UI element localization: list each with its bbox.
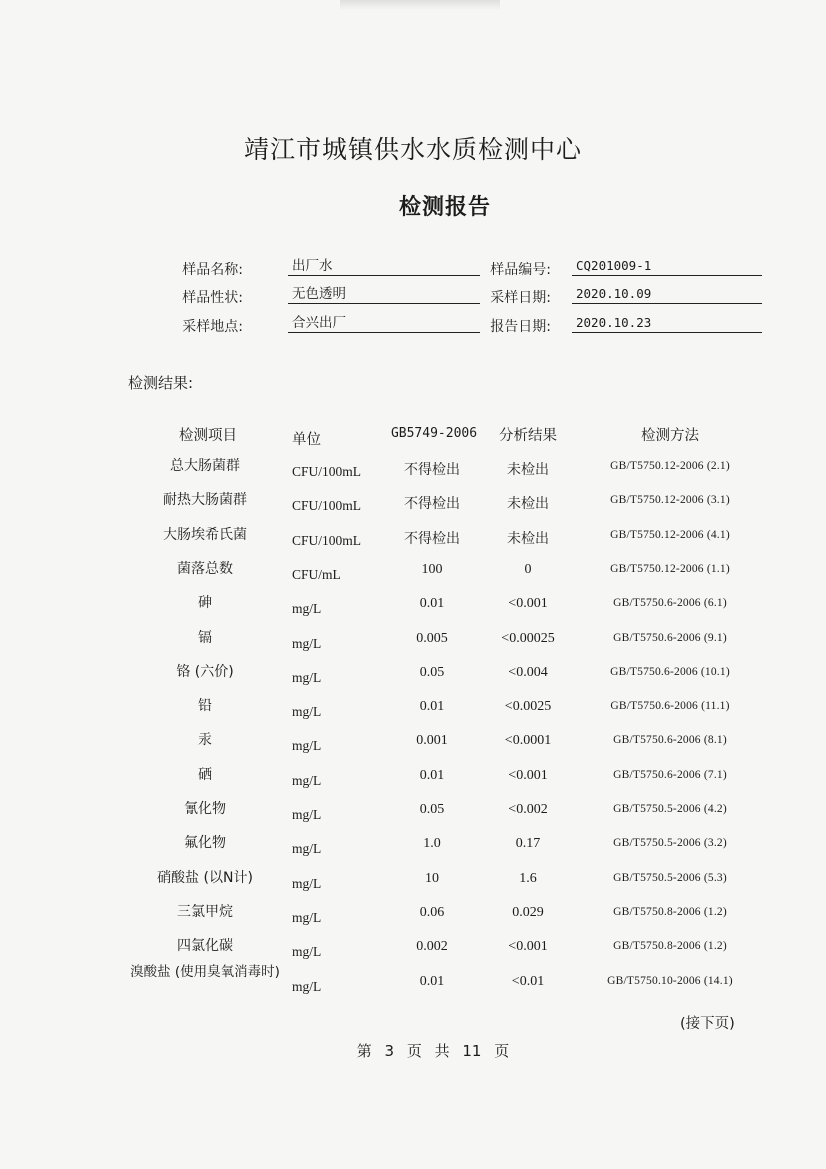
- cell-standard: 0.01: [419, 596, 445, 612]
- cell-method: GB/T5750.5-2006 (3.2): [613, 837, 727, 850]
- table-row: [0, 558, 826, 592]
- cell-unit: mg/L: [292, 807, 322, 822]
- table-row: [0, 963, 826, 1004]
- cell-method: GB/T5750.8-2006 (1.2): [613, 905, 727, 918]
- cell-method: GB/T5750.6-2006 (6.1): [613, 597, 727, 610]
- cell-result: <0.004: [508, 664, 548, 680]
- table-row: [0, 901, 826, 935]
- cell-unit: mg/L: [292, 635, 322, 651]
- cell-standard: 0.01: [419, 767, 445, 783]
- cell-item: 大肠埃希氏菌: [163, 526, 247, 543]
- cell-result: <0.002: [508, 802, 548, 817]
- cell-result: 0: [524, 561, 532, 577]
- header-unit: 单位: [292, 432, 321, 448]
- cell-result: 未检出: [507, 462, 549, 478]
- cell-unit: mg/L: [292, 704, 322, 720]
- cell-method: GB/T5750.5-2006 (5.3): [613, 871, 727, 884]
- table-row: [0, 935, 826, 969]
- sampling-date-label: 采样日期:: [490, 290, 551, 306]
- cell-standard: 100: [421, 561, 443, 577]
- cell-method: GB/T5750.5-2006 (4.2): [613, 803, 727, 815]
- cell-method: GB/T5750.6-2006 (8.1): [613, 734, 727, 747]
- table-row: [0, 489, 826, 523]
- cell-result: 未检出: [507, 496, 549, 513]
- sample-id-value: CQ201009-1: [572, 258, 762, 276]
- sampling-location-label: 采样地点:: [182, 319, 243, 335]
- table-row: [0, 832, 826, 866]
- cell-item: 四氯化碳: [177, 938, 233, 955]
- cell-item: 溴酸盐 (使用臭氧消毒时): [130, 963, 280, 980]
- cell-method: GB/T5750.10-2006 (14.1): [607, 974, 733, 987]
- sampling-date-value: 2020.10.09: [572, 286, 762, 304]
- cell-method: GB/T5750.12-2006 (1.1): [610, 562, 730, 575]
- cell-item: 铬 (六价): [176, 663, 234, 680]
- cell-item: 总大肠菌群: [170, 458, 240, 474]
- report-title: 检测报告: [398, 195, 491, 220]
- cell-result: 0.17: [515, 836, 541, 852]
- cell-item: 耐热大肠菌群: [163, 492, 247, 509]
- cell-item: 硒: [198, 766, 212, 783]
- table-row: [0, 627, 826, 661]
- cell-result: <0.001: [508, 939, 548, 955]
- report-date-label: 报告日期:: [490, 319, 551, 335]
- results-section-label: 检测结果:: [128, 374, 194, 392]
- cell-method: GB/T5750.12-2006 (4.1): [610, 528, 730, 541]
- table-row: [0, 729, 826, 763]
- cell-item: 汞: [198, 732, 212, 749]
- cell-standard: 0.05: [419, 802, 445, 817]
- cell-unit: CFU/100mL: [292, 464, 362, 479]
- cell-standard: 0.005: [416, 630, 448, 646]
- cell-item: 菌落总数: [177, 560, 233, 577]
- cell-item: 砷: [198, 595, 212, 612]
- cell-unit: mg/L: [292, 669, 322, 685]
- cell-standard: 0.01: [419, 699, 445, 715]
- cell-unit: CFU/100mL: [292, 532, 362, 548]
- continue-note: (接下页): [680, 1016, 735, 1032]
- cell-item: 氟化物: [184, 835, 226, 852]
- table-row: [0, 455, 826, 489]
- cell-standard: 10: [425, 870, 439, 886]
- cell-unit: mg/L: [292, 841, 322, 857]
- cell-result: 0.029: [512, 904, 544, 920]
- cell-method: GB/T5750.6-2006 (7.1): [613, 768, 727, 781]
- cell-item: 镉: [198, 629, 212, 646]
- cell-unit: CFU/100mL: [292, 498, 362, 514]
- cell-standard: 0.001: [416, 733, 448, 749]
- cell-unit: mg/L: [292, 944, 322, 960]
- cell-unit: mg/L: [292, 978, 322, 994]
- sample-id-label: 样品编号:: [490, 262, 551, 278]
- table-row: [0, 661, 826, 695]
- cell-item: 三氯甲烷: [177, 903, 233, 920]
- cell-method: GB/T5750.6-2006 (11.1): [610, 700, 730, 713]
- sample-name-value: 出厂水: [288, 258, 480, 276]
- cell-standard: 1.0: [423, 836, 441, 852]
- cell-method: GB/T5750.8-2006 (1.2): [613, 940, 727, 953]
- cell-standard: 不得检出: [404, 462, 460, 478]
- cell-method: GB/T5750.6-2006 (9.1): [613, 631, 727, 644]
- cell-item: 铅: [198, 698, 212, 715]
- table-row: [0, 867, 826, 901]
- cell-method: GB/T5750.6-2006 (10.1): [610, 665, 730, 678]
- cell-standard: 0.01: [419, 973, 445, 989]
- table-row: [0, 764, 826, 798]
- table-row: [0, 524, 826, 558]
- cell-unit: mg/L: [292, 738, 322, 754]
- cell-result: <0.0025: [504, 699, 552, 715]
- cell-method: GB/T5750.12-2006 (3.1): [610, 494, 730, 507]
- cell-standard: 不得检出: [404, 530, 460, 547]
- scan-artifact: [340, 0, 500, 10]
- cell-standard: 0.06: [419, 904, 445, 920]
- cell-standard: 不得检出: [404, 496, 460, 513]
- organization-title: 靖江市城镇供水水质检测中心: [243, 135, 582, 164]
- cell-result: 未检出: [507, 530, 549, 547]
- cell-unit: mg/L: [292, 909, 322, 925]
- cell-item: 硝酸盐 (以N计): [157, 869, 253, 886]
- cell-result: <0.0001: [504, 733, 552, 749]
- header-method: 检测方法: [641, 428, 699, 444]
- cell-result: <0.001: [508, 596, 548, 612]
- sample-state-label: 样品性状:: [182, 290, 243, 306]
- report-date-value: 2020.10.23: [572, 315, 762, 333]
- page-number: 第 3 页 共 11 页: [356, 1042, 510, 1060]
- table-row: [0, 695, 826, 729]
- cell-item: 氰化物: [184, 801, 226, 817]
- cell-result: <0.00025: [501, 630, 555, 646]
- cell-standard: 0.05: [419, 664, 445, 680]
- cell-unit: mg/L: [292, 601, 322, 617]
- cell-result: 1.6: [519, 870, 537, 886]
- header-standard: GB5749-2006: [390, 426, 478, 441]
- sample-state-value: 无色透明: [288, 286, 480, 304]
- cell-unit: CFU/mL: [292, 566, 341, 582]
- cell-result: <0.001: [508, 767, 548, 783]
- cell-standard: 0.002: [416, 939, 448, 955]
- sample-name-label: 样品名称:: [182, 262, 243, 278]
- sampling-location-value: 合兴出厂: [288, 315, 480, 333]
- header-item: 检测项目: [179, 428, 237, 444]
- cell-unit: mg/L: [292, 772, 322, 788]
- table-row: [0, 798, 826, 832]
- cell-unit: mg/L: [292, 875, 322, 891]
- header-result: 分析结果: [499, 428, 557, 444]
- table-row: [0, 592, 826, 626]
- cell-result: <0.01: [511, 973, 545, 989]
- cell-method: GB/T5750.12-2006 (2.1): [610, 460, 730, 472]
